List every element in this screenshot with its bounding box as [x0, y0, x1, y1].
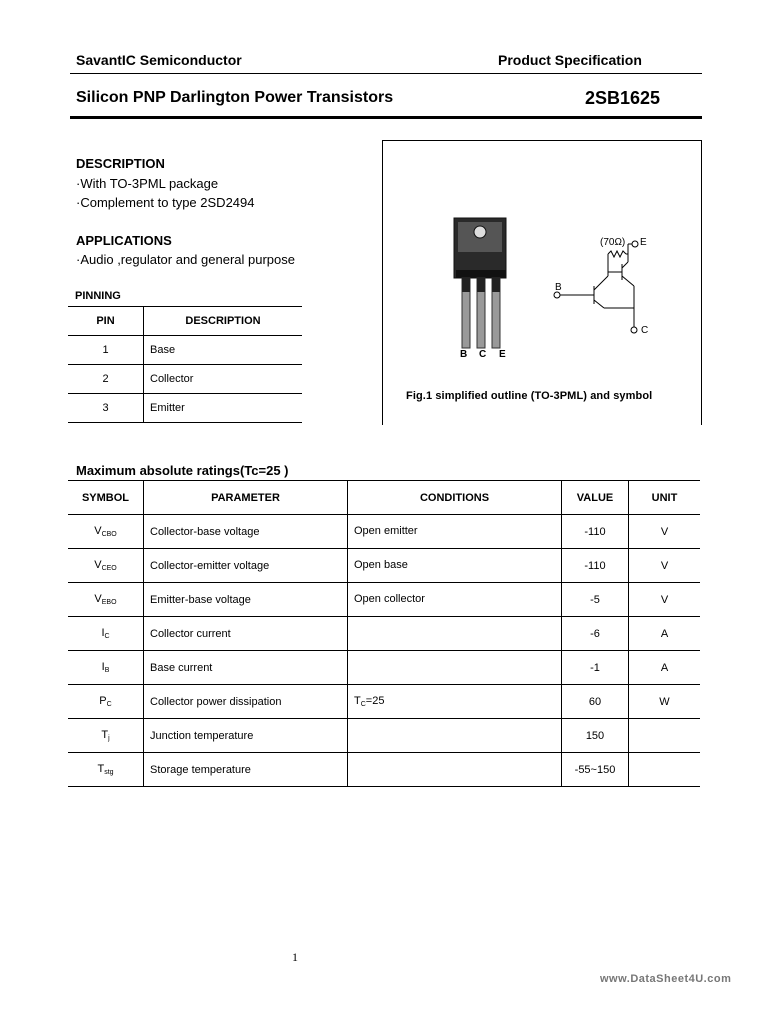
table-row — [68, 336, 302, 365]
applications-line: ·Audio ,regulator and general purpose — [76, 252, 295, 267]
darlington-symbol — [550, 232, 690, 342]
column-header: PIN — [68, 307, 144, 336]
value-cell: -55~150 — [562, 753, 629, 787]
ratings-table — [68, 480, 700, 787]
value-cell: -1 — [562, 651, 629, 685]
column-header: DESCRIPTION — [144, 307, 303, 336]
table-row — [68, 394, 302, 423]
table-row — [68, 685, 700, 719]
symbol-resistor-label: (70Ω) — [600, 237, 626, 248]
table-row — [68, 583, 700, 617]
parameter-cell: Junction temperature — [144, 719, 348, 753]
pinning-heading: PINNING — [75, 290, 121, 302]
value-cell: -110 — [562, 515, 629, 549]
table-row — [68, 651, 700, 685]
value-cell: -6 — [562, 617, 629, 651]
description-line: ·With TO-3PML package — [76, 176, 219, 191]
unit-cell: V — [629, 515, 701, 549]
symbol-cell: $T_j$ — [68, 719, 144, 753]
column-header: CONDITIONS — [348, 481, 562, 515]
pin-description: Emitter — [144, 394, 303, 423]
pin-number: 2 — [68, 365, 144, 394]
unit-cell — [629, 719, 701, 753]
value-cell: -110 — [562, 549, 629, 583]
value-cell: 60 — [562, 685, 629, 719]
conditions-cell — [348, 651, 562, 685]
pin-label-c: C — [479, 349, 487, 360]
watermark-text: www.DataSheet4U.com — [600, 973, 732, 985]
symbol-cell: $V_{EBO}$ — [68, 583, 144, 617]
ratings-title: Maximum absolute ratings(Tc=25 ) — [76, 463, 289, 478]
table-row — [68, 549, 700, 583]
table-row — [68, 719, 700, 753]
symbol-cell: $I_C$ — [68, 617, 144, 651]
unit-cell: A — [629, 651, 701, 685]
parameter-cell: Storage temperature — [144, 753, 348, 787]
unit-cell — [629, 753, 701, 787]
symbol-cell: $V_{CEO}$ — [68, 549, 144, 583]
symbol-cell: $T_{stg}$ — [68, 753, 144, 787]
table-row — [68, 617, 700, 651]
symbol-cell: $I_B$ — [68, 651, 144, 685]
pin-label-e: E — [499, 349, 506, 360]
pin-label-b: B — [460, 349, 468, 360]
description-line: ·Complement to type 2SD2494 — [76, 195, 255, 210]
pin-number: 3 — [68, 394, 144, 423]
pin-number: 1 — [68, 336, 144, 365]
header-rule — [70, 73, 702, 74]
parameter-cell: Emitter-base voltage — [144, 583, 348, 617]
symbol-emitter-label: E — [640, 237, 647, 248]
pinning-table — [68, 306, 302, 423]
symbol-cell: $V_{CBO}$ — [68, 515, 144, 549]
table-header-row — [68, 481, 700, 515]
unit-cell: A — [629, 617, 701, 651]
conditions-cell: $T_C=25$ — [348, 685, 562, 719]
company-name: SavantIC Semiconductor — [76, 52, 242, 68]
page-number: 1 — [292, 950, 298, 964]
table-row — [68, 515, 700, 549]
symbol-base-label: B — [555, 282, 562, 293]
column-header: SYMBOL — [68, 481, 144, 515]
description-heading: DESCRIPTION — [76, 156, 165, 171]
parameter-cell: Collector power dissipation — [144, 685, 348, 719]
parameter-cell: Collector-emitter voltage — [144, 549, 348, 583]
column-header: UNIT — [629, 481, 701, 515]
conditions-cell — [348, 753, 562, 787]
symbol-cell: $P_C$ — [68, 685, 144, 719]
spec-label: Product Specification — [498, 52, 642, 68]
conditions-cell: Open collector — [348, 583, 562, 617]
package-outline-image — [440, 210, 530, 370]
parameter-cell: Base current — [144, 651, 348, 685]
unit-cell: V — [629, 549, 701, 583]
parameter-cell: Collector-base voltage — [144, 515, 348, 549]
symbol-collector-label: C — [641, 325, 649, 336]
figure-caption: Fig.1 simplified outline (TO-3PML) and symbol — [406, 390, 653, 402]
column-header: PARAMETER — [144, 481, 348, 515]
table-row — [68, 365, 302, 394]
title-rule — [70, 116, 702, 119]
unit-cell: V — [629, 583, 701, 617]
value-cell: 150 — [562, 719, 629, 753]
value-cell: -5 — [562, 583, 629, 617]
applications-heading: APPLICATIONS — [76, 233, 172, 248]
conditions-cell: Open emitter — [348, 515, 562, 549]
column-header: VALUE — [562, 481, 629, 515]
pin-description: Base — [144, 336, 303, 365]
parameter-cell: Collector current — [144, 617, 348, 651]
conditions-cell: Open base — [348, 549, 562, 583]
pin-description: Collector — [144, 365, 303, 394]
document-title: Silicon PNP Darlington Power Transistors — [76, 89, 394, 106]
conditions-cell — [348, 719, 562, 753]
table-header-row — [68, 307, 302, 336]
conditions-cell — [348, 617, 562, 651]
unit-cell: W — [629, 685, 701, 719]
table-row — [68, 753, 700, 787]
part-number: 2SB1625 — [585, 88, 661, 108]
